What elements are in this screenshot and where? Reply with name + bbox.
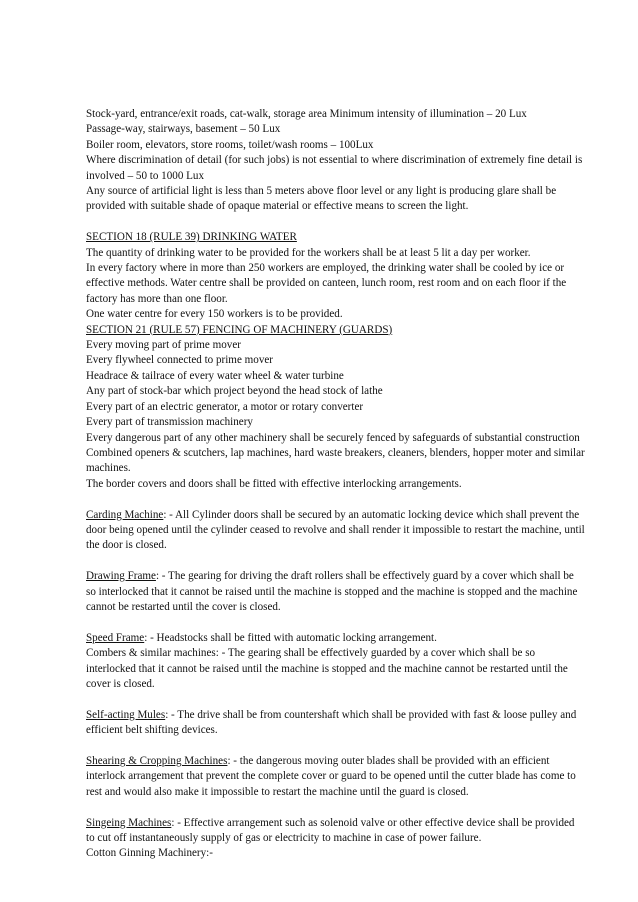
paragraph-gap (86, 615, 606, 630)
text-line: factory has more than one floor. (86, 292, 228, 305)
text-line: effective methods. Water centre shall be provided on canteen, lunch room, rest room and on each floor if the (86, 277, 567, 290)
text-line: Every moving part of prime mover (86, 339, 241, 352)
singeing-paragraph (86, 816, 606, 862)
paragraph-gap (86, 739, 606, 754)
text-line: Stock-yard, entrance/exit roads, cat-walk, storage area Minimum intensity of illumination – 20 Lux (86, 108, 527, 120)
paragraph-gap (86, 215, 606, 230)
text-line: machines. (86, 462, 131, 475)
text-line: Headrace & tailrace of every water wheel & water turbine (86, 369, 344, 382)
text-line: Every part of an electric generator, a motor or rotary converter (86, 400, 364, 413)
paragraph-gap (86, 554, 606, 569)
speed-frame-paragraph (86, 631, 606, 693)
text-line: One water centre for every 150 workers is to be provided. (86, 308, 343, 321)
section-heading: SECTION 21 (RULE 57) FENCING OF MACHINERY (GUARDS) (86, 323, 393, 336)
paragraph-gap (86, 800, 606, 815)
paragraph-gap (86, 692, 606, 707)
text-line: Where discrimination of detail (for such jobs) is not essential to where discrimination of extremely fine detail is (86, 154, 583, 167)
machine-term: Singeing Machines (86, 816, 172, 829)
text-line: Any source of artificial light is less than 5 meters above floor level or any light is producing glare shall be (86, 185, 557, 198)
text-line: involved – 50 to 1000 Lux (86, 169, 205, 182)
shearing-paragraph (86, 754, 606, 800)
text-line: efficient belt shifting devices. (86, 724, 218, 737)
paragraph-text: : - The gearing for driving the draft rollers shall be effectively guard by a cover which shall be (155, 570, 574, 583)
text-line (86, 508, 606, 523)
text-line: cover is closed. (86, 677, 155, 690)
text-line: In every factory where in more than 250 workers are employed, the drinking water shall be cooled by ice or (86, 262, 565, 275)
mules-paragraph (86, 708, 606, 739)
text-line: to cut off instantaneously supply of gas or electricity to machine in case of power failure. (86, 831, 482, 844)
text-line: Combined openers & scutchers, lap machines, hard waste breakers, cleaners, blenders, hopper moter and similar (86, 446, 585, 459)
text-line: The border covers and doors shall be fitted with effective interlocking arrangements. (86, 477, 462, 490)
text-line: door being opened until the cylinder ceased to revolve and shall render it impossible to restart the machine, until (86, 523, 585, 536)
carding-paragraph (86, 508, 606, 554)
text-line: cannot be restarted until the cover is closed. (86, 600, 281, 613)
text-line: The quantity of drinking water to be provided for the workers shall be at least 5 lit a day per worker. (86, 246, 531, 259)
paragraph-text: : - Headstocks shall be fitted with automatic locking arrangement. (144, 631, 437, 644)
paragraph-text: : - All Cylinder doors shall be secured by an automatic locking device which shall prevent the (163, 508, 580, 521)
text-line: interlock arrangement that prevent the complete cover or guard to be opened until the cutter blade has come to (86, 770, 576, 783)
text-line: so interlocked that it cannot be raised until the machine is stopped and the machine is stopped and the machine (86, 585, 578, 598)
text-line: Any part of stock-bar which project beyond the head stock of lathe (86, 385, 383, 398)
text-line (86, 754, 606, 769)
text-line: Every flywheel connected to prime mover (86, 354, 273, 367)
text-line: provided with suitable shade of opaque material or effective means to screen the light. (86, 200, 469, 213)
machine-term: Carding Machine (86, 508, 164, 521)
drinking-water-section (86, 230, 606, 322)
paragraph-text: : - the dangerous moving outer blades shall be provided with an efficient (227, 754, 550, 767)
fencing-section (86, 323, 606, 492)
lighting-section (86, 107, 606, 215)
text-line: interlocked that it cannot be raised until the machine is stopped and the machine cannot be restarted until the (86, 662, 568, 675)
machine-term: Self-acting Mules (86, 708, 166, 721)
section-heading: SECTION 18 (RULE 39) DRINKING WATER (86, 231, 297, 244)
drawing-paragraph (86, 569, 606, 615)
text-line (86, 569, 606, 584)
machine-term: Speed Frame (86, 631, 145, 644)
text-line: Boiler room, elevators, store rooms, toilet/wash rooms – 100Lux (86, 138, 374, 151)
text-line (86, 631, 606, 646)
text-line: Every dangerous part of any other machinery shall be securely fenced by safeguards of substantial construction (86, 431, 580, 444)
machine-term: Shearing & Cropping Machines (86, 754, 228, 767)
text-line: Every part of transmission machinery (86, 416, 253, 429)
text-line: rest and would also make it impossible to restart the machine until the guard is closed. (86, 785, 469, 798)
paragraph-gap (86, 492, 606, 507)
text-line (86, 816, 606, 831)
text-line: Passage-way, stairways, basement – 50 Lux (86, 123, 281, 136)
paragraph-text: : - The drive shall be from countershaft which shall be provided with fast & loose pulley and (165, 708, 577, 721)
text-line: Combers & similar machines: - The gearing shall be effectively guarded by a cover which shall be so (86, 647, 536, 660)
machine-term: Drawing Frame (86, 570, 156, 583)
text-line (86, 708, 606, 723)
text-line: Cotton Ginning Machinery:- (86, 847, 213, 860)
text-line: the door is closed. (86, 539, 167, 552)
document-page (86, 107, 606, 862)
paragraph-text: : - Effective arrangement such as solenoid valve or other effective device shall be provided (171, 816, 575, 829)
